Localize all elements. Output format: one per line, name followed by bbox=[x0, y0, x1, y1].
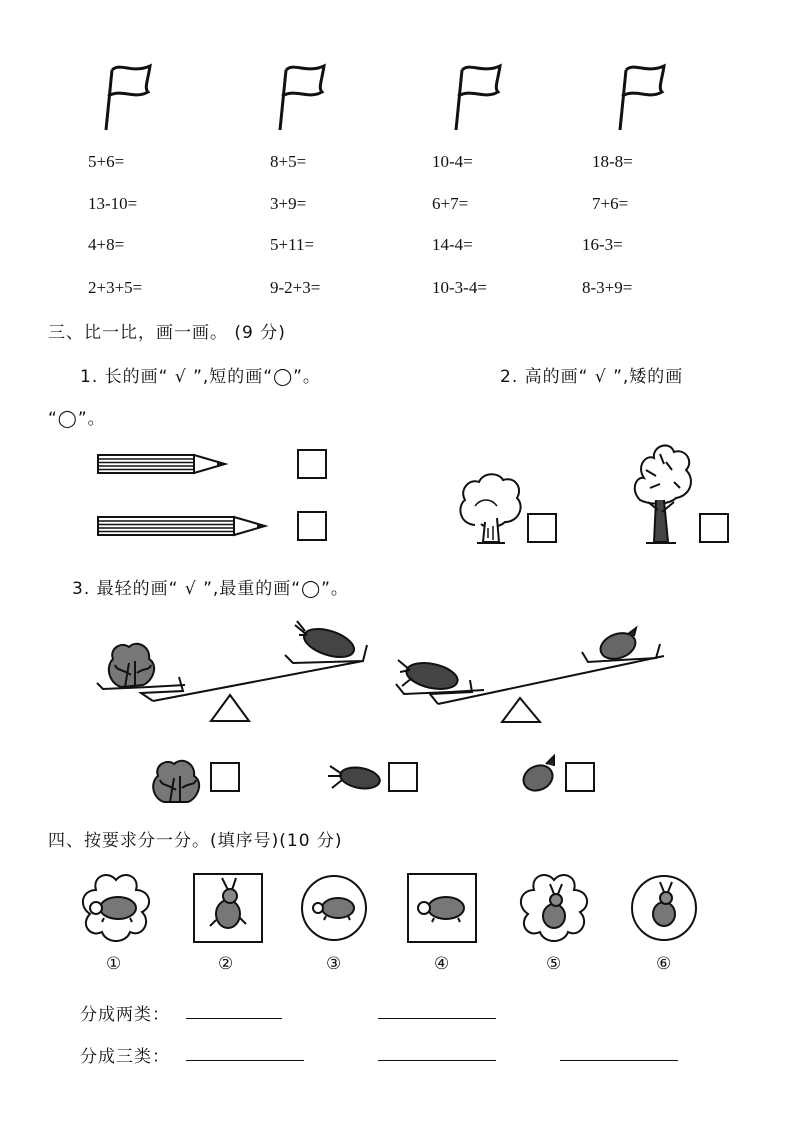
pencil-long-icon bbox=[97, 515, 269, 537]
equation: 4+8= bbox=[88, 235, 125, 254]
answer-line[interactable] bbox=[560, 1060, 678, 1061]
carrot-icon bbox=[326, 760, 382, 792]
cabbage-icon bbox=[109, 644, 154, 687]
answer-box-short-tree[interactable] bbox=[527, 513, 557, 543]
square-turtle-icon bbox=[406, 872, 478, 944]
answer-box-eggplant[interactable] bbox=[565, 762, 595, 792]
equation: 6+7= bbox=[432, 194, 469, 213]
equation: 9-2+3= bbox=[270, 278, 321, 297]
equation: 8-3+9= bbox=[582, 278, 633, 297]
answer-box-long-pencil[interactable] bbox=[297, 511, 327, 541]
answer-box-short-pencil[interactable] bbox=[297, 449, 327, 479]
question-1: 1. 长的画“ √ ”,短的画“◯”。 bbox=[80, 367, 321, 387]
seesaw-1 bbox=[95, 615, 385, 725]
equation: 14-4= bbox=[432, 235, 473, 254]
eggplant-icon bbox=[597, 628, 639, 663]
cabbage-icon bbox=[150, 750, 206, 806]
item-number: ⑤ bbox=[546, 954, 562, 974]
equation: 2+3+5= bbox=[88, 278, 143, 297]
equation: 10-4= bbox=[432, 152, 473, 171]
answer-line[interactable] bbox=[186, 1060, 304, 1061]
carrot-icon bbox=[398, 659, 460, 693]
tall-tree-icon bbox=[630, 440, 696, 546]
equation: 8+5= bbox=[270, 152, 307, 171]
item-number: ③ bbox=[326, 954, 342, 974]
equation: 16-3= bbox=[582, 235, 623, 254]
flower-turtle-icon bbox=[78, 872, 154, 944]
flag-icon-2 bbox=[272, 62, 332, 132]
answer-box-cabbage[interactable] bbox=[210, 762, 240, 792]
flower-rabbit-icon bbox=[516, 872, 592, 944]
equation: 18-8= bbox=[592, 152, 633, 171]
answer-line[interactable] bbox=[378, 1018, 496, 1019]
square-rabbit-icon bbox=[192, 872, 264, 944]
flag-icon-3 bbox=[448, 62, 508, 132]
equation: 5+6= bbox=[88, 152, 125, 171]
section-4-heading: 四、按要求分一分。(填序号)(10 分) bbox=[48, 831, 343, 851]
section-3-heading: 三、比一比，画一画。 (9 分) bbox=[48, 323, 286, 343]
question-2: 2. 高的画“ √ ”,矮的画 bbox=[500, 367, 684, 387]
question-2-continued: “◯”。 bbox=[48, 409, 106, 429]
circle-rabbit-icon bbox=[630, 874, 698, 942]
answer-line[interactable] bbox=[378, 1060, 496, 1061]
item-number: ⑥ bbox=[656, 954, 672, 974]
item-number: ④ bbox=[434, 954, 450, 974]
answer-line[interactable] bbox=[186, 1018, 282, 1019]
answer-box-carrot[interactable] bbox=[388, 762, 418, 792]
short-tree-icon bbox=[455, 470, 525, 545]
equation: 13-10= bbox=[88, 194, 138, 213]
three-groups-label: 分成三类： bbox=[80, 1047, 170, 1067]
circle-turtle-icon bbox=[300, 874, 368, 942]
flag-icon-1 bbox=[98, 62, 158, 132]
flag-icon-4 bbox=[612, 62, 672, 132]
carrot-icon bbox=[295, 621, 357, 662]
equation: 7+6= bbox=[592, 194, 629, 213]
eggplant-icon bbox=[520, 752, 562, 794]
answer-box-tall-tree[interactable] bbox=[699, 513, 729, 543]
two-groups-label: 分成两类： bbox=[80, 1005, 170, 1025]
equation: 10-3-4= bbox=[432, 278, 487, 297]
equation: 5+11= bbox=[270, 235, 315, 254]
item-number: ② bbox=[218, 954, 234, 974]
question-3: 3. 最轻的画“ √ ”,最重的画“◯”。 bbox=[72, 579, 349, 599]
pencil-short-icon bbox=[97, 453, 229, 475]
equation: 3+9= bbox=[270, 194, 307, 213]
seesaw-2 bbox=[392, 618, 682, 728]
item-number: ① bbox=[106, 954, 122, 974]
